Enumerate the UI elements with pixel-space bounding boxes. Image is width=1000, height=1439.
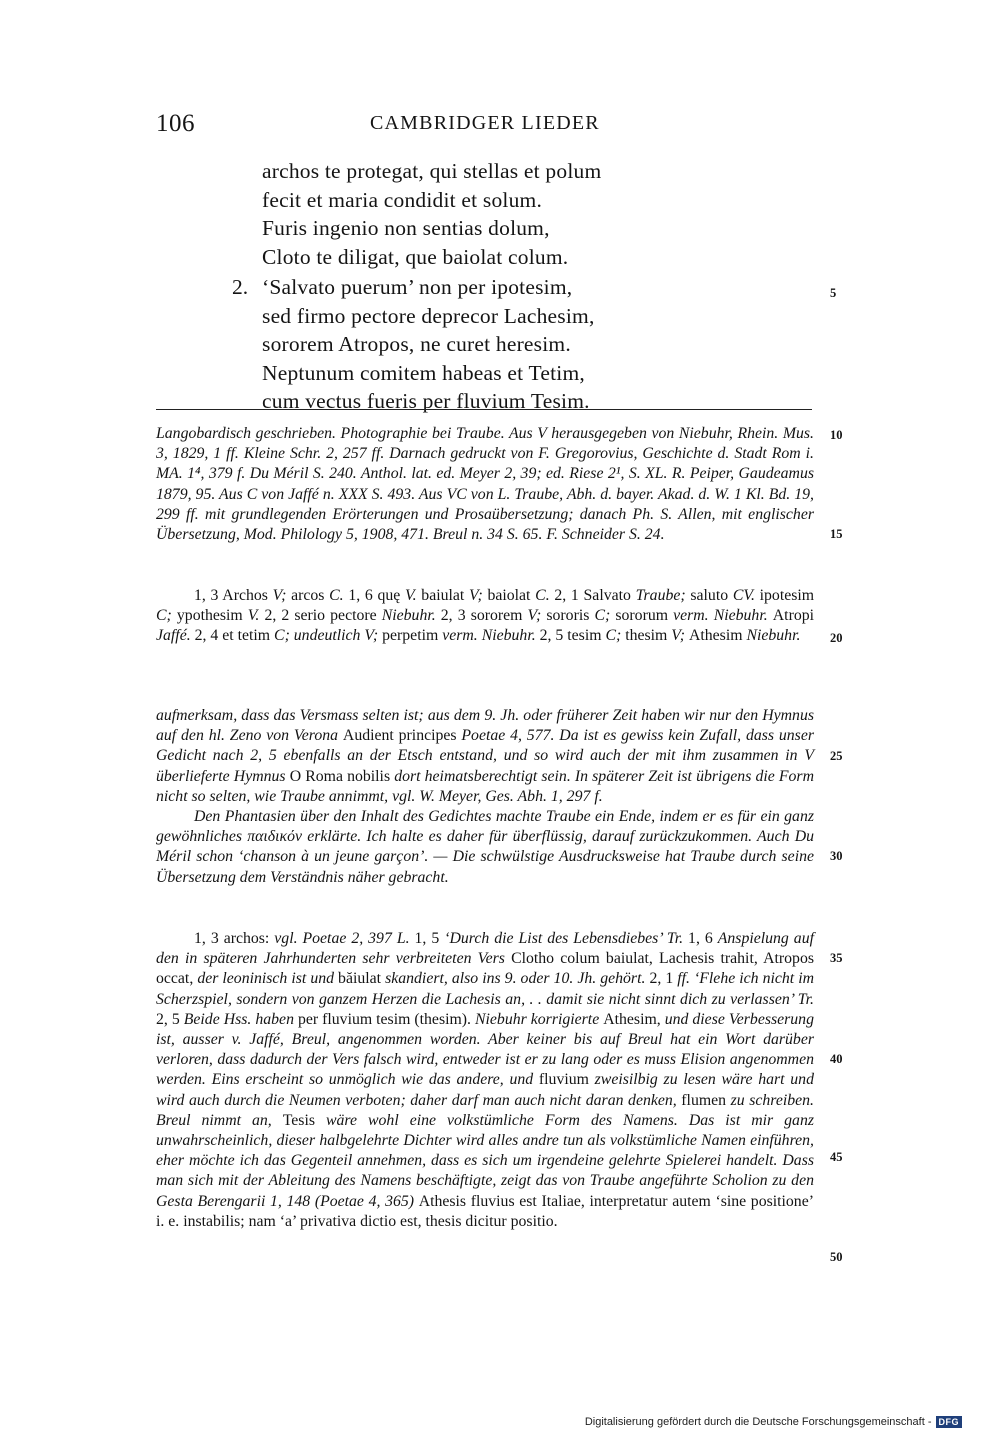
text-run: Audient principes: [342, 727, 462, 745]
text-run: 2, 1 Salvato: [554, 587, 636, 604]
commentary-paragraph-2: Den Phantasien über den Inhalt des Gedichtes machte Traube ein Ende, indem er es für ein ganz gewöhnliches παιδικόν erklärte. Ich halte es daher für überflüssig, darauf zurückzukommen. Auch Du Méril schon ‘chanson à un jeune garçon’. — Die schwülstige Ausdrucksweise hat Traube durch seine Übersetzung dem Verständnis näher gebracht.: [156, 808, 814, 886]
line-number: 30: [830, 849, 843, 863]
text-run: C; undeutlich V;: [274, 627, 383, 645]
text-run: Traube;: [635, 587, 691, 604]
text-run: Poetae 4, 577. Da ist es gewiss kein Zufall, dass unser Gedicht nach 2, 5 ebenfalls an der Etsch entstand, und so wird auch der mit ihm zusammen in V überlieferte Hymnus: [156, 727, 814, 785]
apparatus-variants: [156, 586, 814, 647]
text-run: dort heimatsberechtigt sein. In späterer Zeit ist übrigens die Form nicht so selten, wie Traube annimmt, vgl. W. Meyer, Ges. Abh. 1, 297 f.: [156, 767, 814, 805]
text-run: 2, 5: [156, 1010, 184, 1028]
line-number: 10: [830, 428, 843, 442]
text-run: flumen: [681, 1091, 731, 1109]
text-run: ff. ‘Flehe ich nicht im Scherzspiel, sondern von ganzem Herzen die Lachesis an, . . damit sie nicht sinnt dich zu verlassen’ Tr.: [156, 970, 815, 1008]
text-run: C;: [594, 607, 616, 625]
text-run: wäre wohl eine volkstümliche Form des Namens. Das ist mir ganz unwahrscheinlich, dieser halbgelehrte Dichter wird alles andre tun als volkstümliche Namen einführen, eher möchte ich das Gegenteil annehmen, dass es sich um irgendeine gelehrte Spielerei handelt. Dass man sich mit der Ableitung des Namens beschäftigte, zeigt das von Traube angeführte Scholion zu den Gesta Berengarii 1, 148 (Poetae 4, 365): [156, 1111, 814, 1210]
line-number: 5: [830, 286, 837, 300]
text-run: verm. Niebuhr.: [442, 627, 540, 645]
text-run: saluto: [690, 587, 733, 604]
line-notes-text: [156, 929, 814, 1232]
text-run: V.: [405, 587, 422, 604]
text-run: băiulat: [338, 970, 386, 988]
text-run: zweisilbig zu lesen wäre hart und wird auch durch die Neumen verboten; daher darf man auch nicht daran denken,: [156, 1071, 814, 1109]
text-run: Jaffé.: [156, 627, 195, 645]
text-run: perpetim: [382, 627, 443, 645]
sources-text: Langobardisch geschrieben. Photographie bei Traube. Aus V herausgegeben von Niebuhr, Rhein. Mus. 3, 1829, 1 ff. Kleine Schr. 2, 257 ff. Darnach gedruckt von F. Gregorovius, Geschichte d. Stadt Rom i. MA. 1⁴, 379 f. Du Méril S. 240. Anthol. lat. ed. Meyer 2, 39; ed. Riese 2¹, S. XL. R. Peiper, Gaudeamus 1879, 95. Aus C von Jaffé n. XXX S. 493. Aus VC von L. Traube, Abh. d. bayer. Akad. d. W. 1 Kl. Bd. 19, 299 ff. mit grundlegenden Erörterungen und Prosaübersetzung; danach Ph. S. Allen, mit englischer Übersetzung, Mod. Philology 5, 1908, 471. Breul n. 34 S. 65. F. Schneider S. 24.: [156, 425, 814, 544]
text-run: vgl. Poetae 2, 397 L.: [274, 930, 415, 947]
verse-line: Furis ingenio non sentias dolum,: [262, 216, 550, 240]
verse-line: archos te protegat, qui stellas et polum: [262, 159, 602, 183]
verse-line: sororem Atropos, ne curet heresim.: [262, 332, 571, 356]
text-run: 2, 3 sororem: [440, 607, 528, 625]
digitization-credit: [585, 1416, 962, 1428]
separator-rule: [156, 409, 812, 410]
apparatus-sources: [156, 424, 814, 545]
line-number: 20: [830, 631, 843, 645]
text-run: C;: [156, 607, 177, 625]
line-number: 50: [830, 1250, 843, 1264]
text-run: 2, 2 serio pectore: [264, 607, 382, 625]
text-run: Athesis fluvius est Italiae, interpretatur autem ‘sine positione’ i. e. instabilis; nam ‘a’ privativa dictio est, thesis dicitur positio.: [156, 1192, 814, 1230]
text-run: zu schreiben. Breul nimmt an,: [156, 1091, 814, 1129]
text-run: Niebuhr.: [381, 607, 441, 625]
text-run: skandiert, also ins 9. oder 10. Jh. gehört.: [385, 970, 650, 988]
text-run: Niebuhr.: [746, 627, 801, 645]
verse-line: ‘Salvato puerum’ non per ipotesim,: [262, 275, 573, 299]
stanza-number: 2.: [232, 275, 249, 299]
text-run: sororum: [615, 607, 674, 625]
text-run: 1, 3 archos:: [194, 930, 275, 947]
text-run: und diese Verbesserung ist, ausser v. Jaffé, Breul, angenommen worden. Aber keiner bis auf Breul hat ein Wort darüber verloren, dass dadurch der Vers falsch wird, entweder ist er zu lang oder es muss Elision angenommen werden. Eins erscheint so unmöglich wie das andere, und: [156, 1010, 814, 1089]
text-run: 1, 5: [414, 930, 445, 947]
text-run: V;: [527, 607, 547, 625]
poem-stanza-2: [262, 273, 595, 416]
text-run: baiolat: [487, 587, 536, 604]
poem-stanza-1: [262, 157, 601, 271]
text-run: aufmerksam, dass das Versmass selten ist; aus dem 9. Jh. oder früherer Zeit haben wir nur den Hymnus auf den hl. Zeno von Verona: [156, 707, 814, 745]
text-run: sororis: [546, 607, 595, 625]
text-run: fluvium: [538, 1071, 595, 1089]
text-run: V.: [247, 607, 265, 625]
verse-line: fecit et maria condidit et solum.: [262, 187, 543, 212]
text-run: Athesim,: [603, 1010, 665, 1028]
verse-line: Cloto te diligat, que baiolat colum.: [262, 244, 569, 269]
text-run: C.: [535, 587, 555, 604]
text-run: V;: [272, 587, 292, 604]
text-run: 2, 4 et tetim: [194, 627, 275, 645]
text-run: Anspielung auf den in späteren Jahrhunderten sehr verbreiteten Vers: [156, 930, 814, 968]
line-number: 45: [830, 1150, 843, 1164]
text-run: Athesim: [688, 627, 747, 645]
line-notes: [156, 929, 814, 1232]
text-run: Beide Hss. haben: [183, 1010, 298, 1028]
text-run: V;: [469, 587, 488, 604]
text-run: baiulat: [421, 587, 469, 604]
text-run: ypothesim: [176, 607, 248, 625]
text-run: verm. Niebuhr.: [673, 607, 773, 625]
text-run: Tesis: [282, 1111, 326, 1129]
text-run: C;: [605, 627, 626, 645]
text-run: ‘Durch die List des Lebensdiebes’ Tr.: [444, 930, 689, 947]
text-run: der leoninisch ist und: [197, 970, 339, 988]
text-run: 1, 3 Archos: [194, 587, 273, 604]
text-run: Clotho colum baiulat, Lachesis trahit, Atropos occat,: [156, 950, 814, 988]
line-number: 40: [830, 1052, 843, 1066]
verse-line: sed firmo pectore deprecor Lachesim,: [262, 303, 595, 328]
text-run: per fluvium tesim (thesim).: [297, 1010, 475, 1028]
text-run: 1, 6: [688, 930, 718, 947]
text-run: thesim: [625, 627, 672, 645]
line-number: 25: [830, 749, 843, 763]
text-run: V;: [671, 627, 689, 645]
text-run: Niebuhr korrigierte: [474, 1010, 604, 1028]
dfg-logo: DFG: [936, 1416, 963, 1428]
text-run: arcos: [291, 587, 330, 604]
text-run: 2, 1: [649, 970, 678, 988]
verse-line: cum vectus fueris per fluvium Tesim.: [262, 389, 590, 413]
line-number: 15: [830, 527, 843, 541]
text-run: C.: [329, 587, 349, 604]
text-run: 1, 6 quę: [348, 587, 406, 604]
commentary-paragraph-1: [156, 706, 814, 807]
text-run: CV.: [732, 587, 760, 604]
page-number: 106: [156, 110, 195, 137]
credit-text: Digitalisierung gefördert durch die Deutsche Forschungsgemeinschaft -: [584, 1416, 932, 1428]
line-number: 35: [830, 951, 843, 965]
text-run: O Roma nobilis: [289, 767, 395, 785]
text-run: ipotesim: [759, 587, 815, 604]
running-title: CAMBRIDGER LIEDER: [370, 112, 600, 134]
text-run: 2, 5 tesim: [539, 627, 606, 645]
variants-text: [156, 586, 814, 647]
text-run: Atropi: [772, 607, 815, 625]
commentary: [156, 706, 814, 888]
verse-line: Neptunum comitem habeas et Tetim,: [262, 360, 585, 385]
